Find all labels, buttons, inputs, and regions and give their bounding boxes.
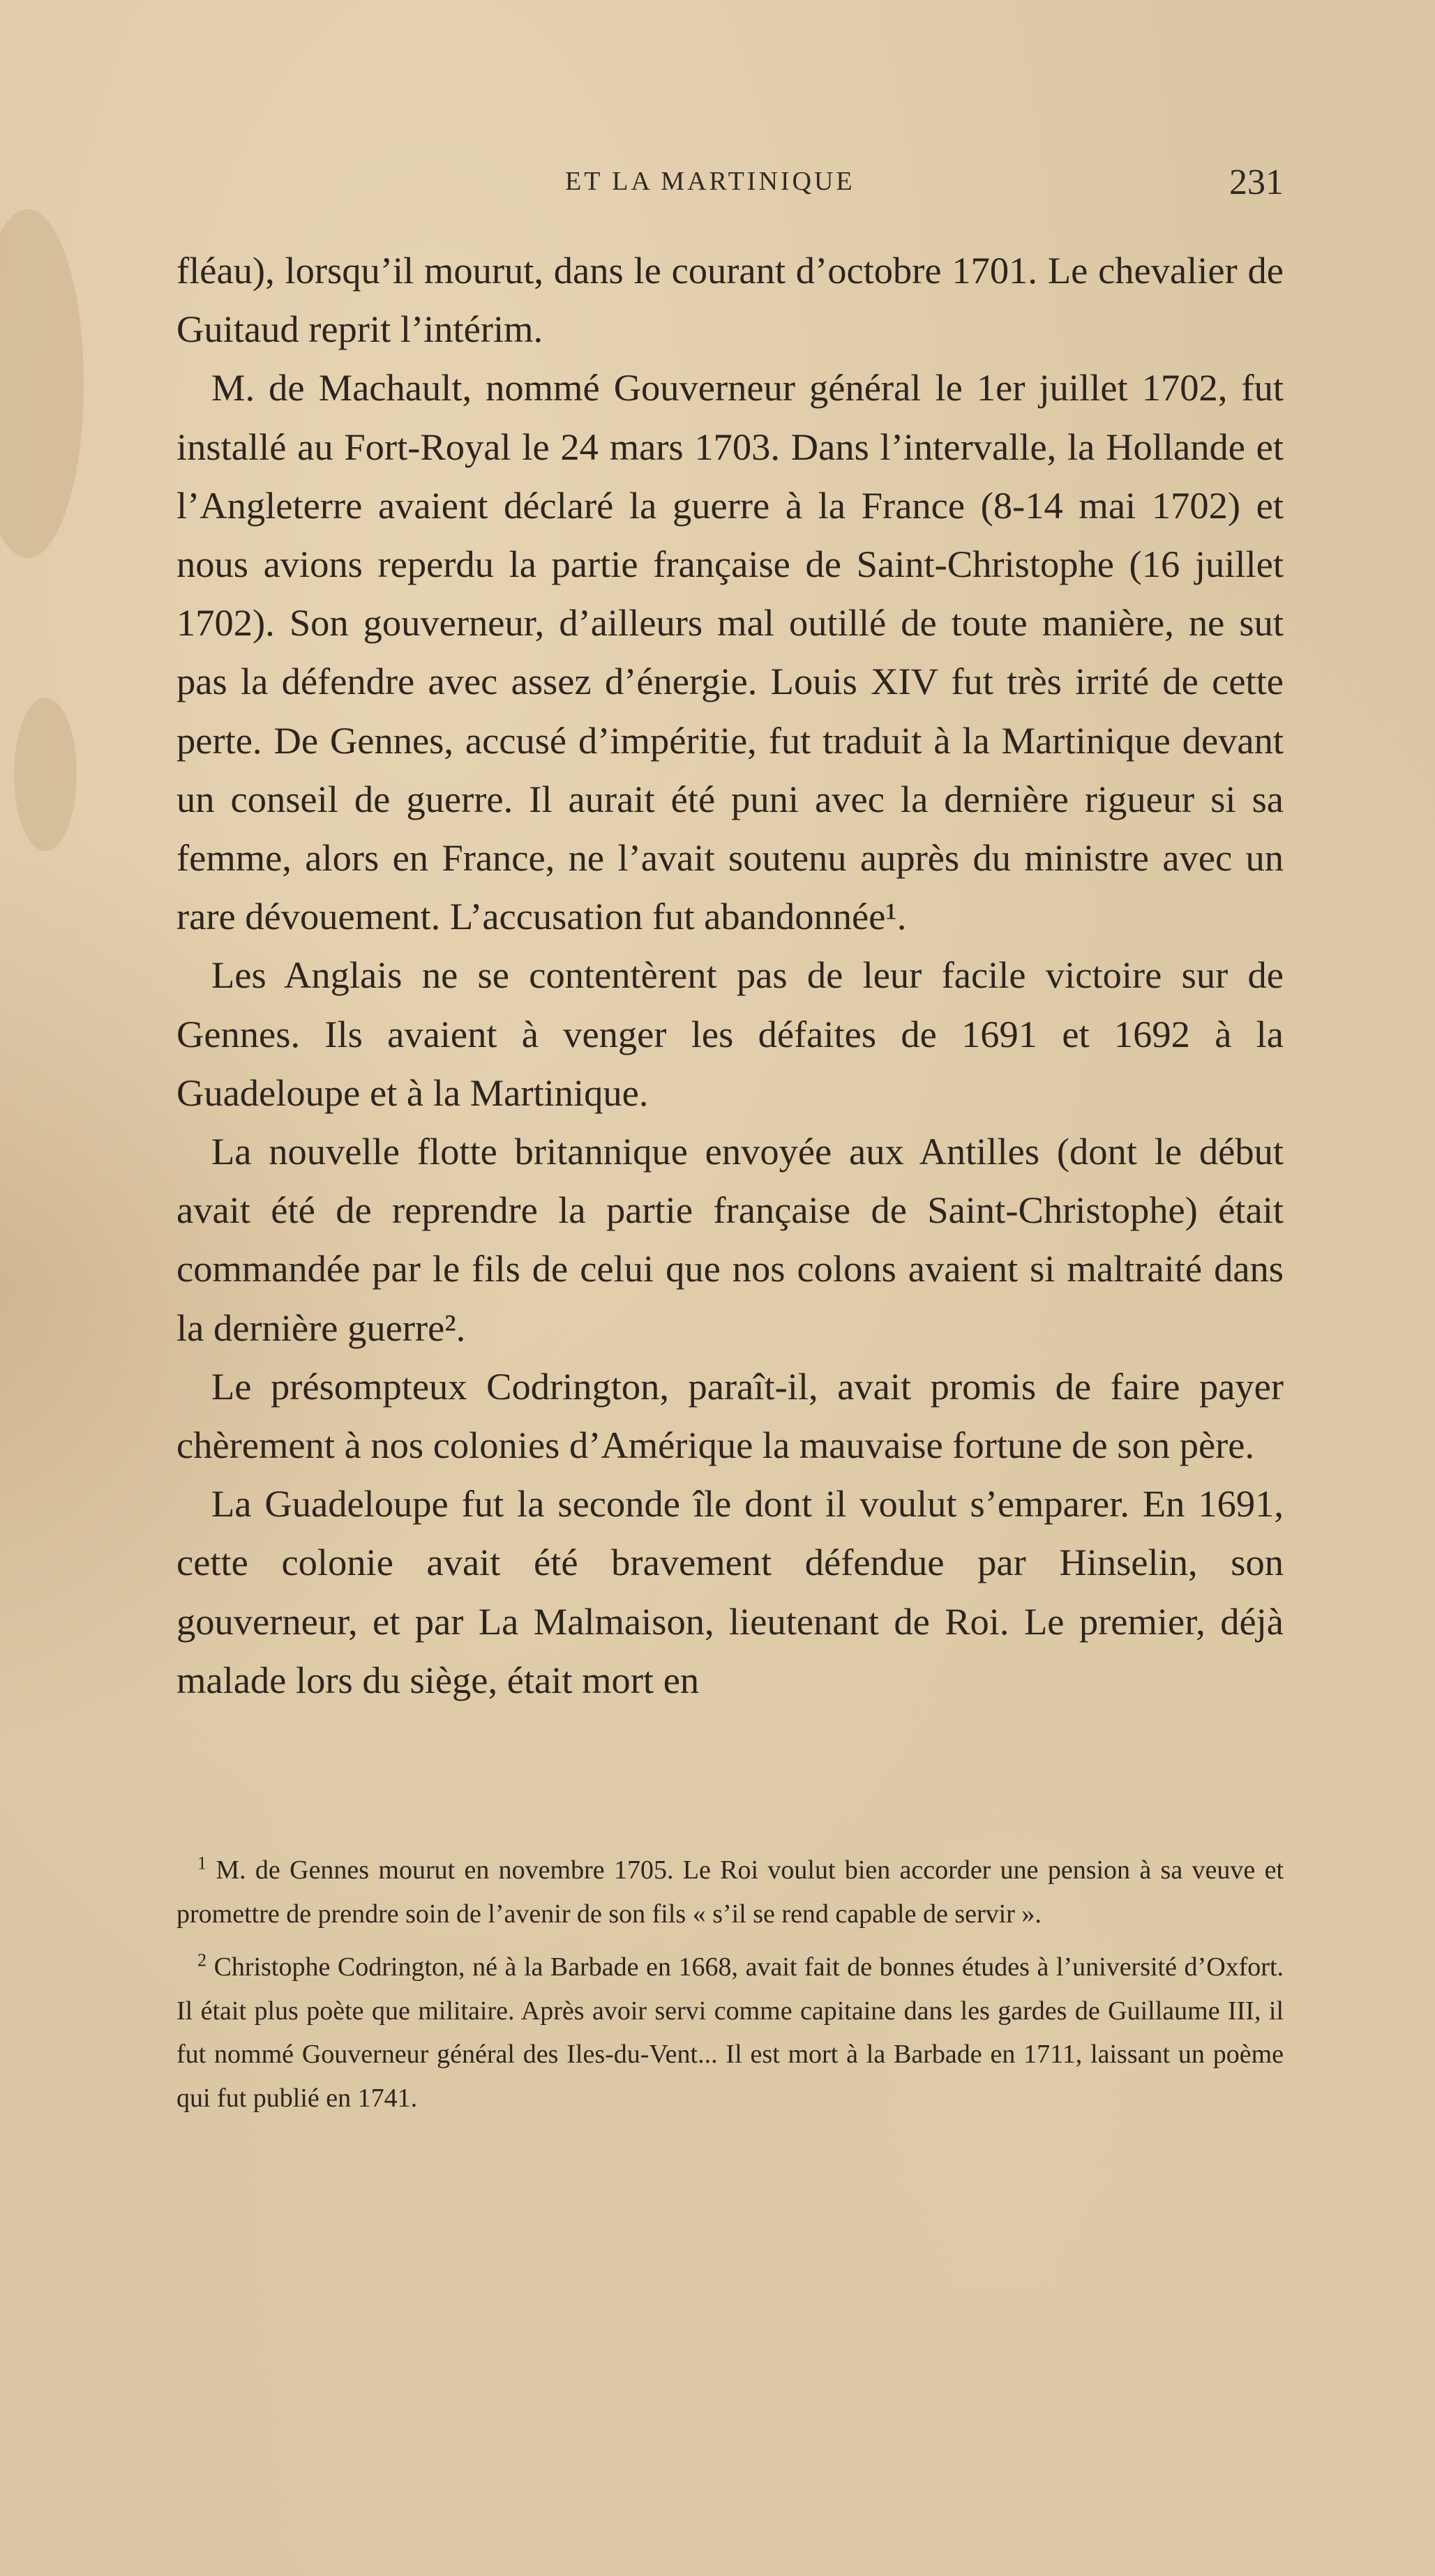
paragraph: La nouvelle flotte britannique envoyée aux Antilles (dont le début avait été de reprendre la partie française de Saint-Christophe) était commandée par le fils de celui que nos colons avaient si maltraité dans la dernière guerre².	[176, 1130, 1284, 1349]
page-number: 231	[1229, 163, 1284, 202]
footnotes	[176, 1848, 1284, 2130]
footnote-marker: 2	[197, 1950, 206, 1971]
running-head	[181, 159, 1284, 208]
footnote	[176, 1945, 1284, 2120]
paragraph: M. de Machault, nommé Gouverneur général le 1er juillet 1702, fut installé au Fort-Royal le 24 mars 1703. Dans l’intervalle, la Hollande et l’Angleterre avaient déclaré la guerre à la France (8-14 mai 1702) et nous avions reperdu la partie française de Saint-Christophe (16 juillet 1702). Son gouverneur, d’ailleurs mal outillé de toute manière, ne sut pas la défendre avec assez d’énergie. Louis XIV fut très irrité de cette perte. De Gennes, accusé d’impéritie, fut traduit à la Martinique devant un conseil de guerre. Il aurait été puni avec la dernière rigueur si sa femme, alors en France, ne l’avait soutenu auprès du ministre avec un rare dévouement. L’accusation fut abandonnée¹.	[176, 366, 1284, 938]
footnote	[176, 1848, 1284, 1936]
paragraph: Le présompteux Codrington, paraît-il, avait promis de faire payer chèrement à nos colonies d’Amérique la mauvaise fortune de son père.	[176, 1364, 1284, 1467]
paper-stain	[0, 209, 84, 558]
footnote-text: Christophe Codrington, né à la Barbade en 1668, avait fait de bonnes études à l’université d’Oxfort. Il était plus poète que militaire. Après avoir servi comme capitaine dans les gardes de Guillaume III, il fut nommé Gouverneur général des Iles-du-Vent... Il est mort à la Barbade en 1711, laissant un poème qui fut publié en 1741.	[176, 1952, 1284, 2113]
paragraph: La Guadeloupe fut la seconde île dont il voulut s’emparer. En 1691, cette colonie avait été bravement défendue par Hinselin, son gouverneur, et par La Malmaison, lieutenant de Roi. Le premier, déjà malade lors du siège, était mort en	[176, 1482, 1284, 1701]
footnote-marker: 1	[197, 1853, 206, 1874]
paragraph: Les Anglais ne se contentèrent pas de leur facile victoire sur de Gennes. Ils avaient à venger les défaites de 1691 et 1692 à la Guadeloupe et à la Martinique.	[176, 954, 1284, 1114]
paper-stain	[14, 698, 77, 851]
running-title: ET LA MARTINIQUE	[565, 167, 855, 196]
paragraph: fléau), lorsqu’il mourut, dans le courant d’octobre 1701. Le chevalier de Guitaud reprit l’intérim.	[176, 249, 1284, 351]
footnote-text: M. de Gennes mourut en novembre 1705. Le Roi voulut bien accorder une pension à sa veuve et promettre de prendre soin de l’avenir de son fils « s’il se rend capable de servir ».	[176, 1855, 1284, 1929]
body-text	[176, 241, 1284, 1710]
